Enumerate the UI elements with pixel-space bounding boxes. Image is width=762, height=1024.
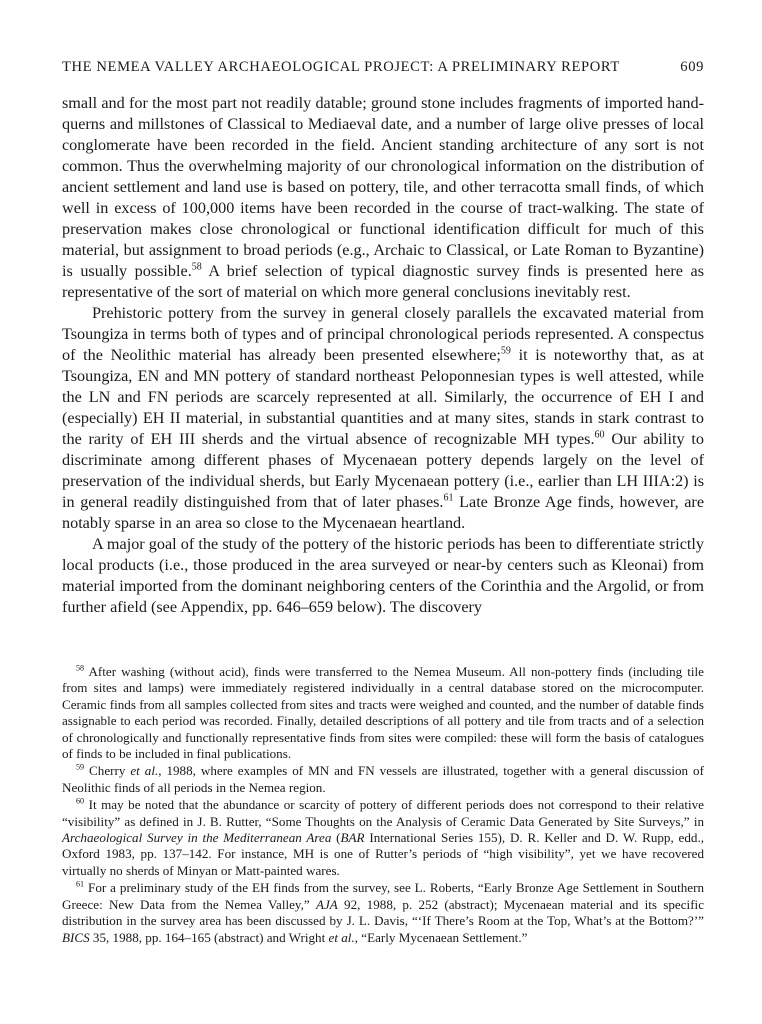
text-run: it is noteworthy that, as at Tsoungiza, EN and MN pottery of standard northeast Peloponnesian types is well attested, while the LN and FN periods are scarcely represented at all. Similarly, the occurrence of EH I and (especially) EH II material, in substantial quantities and at many sites, stands in stark contrast to the rarity of EH III sherds and the virtual absence of recognizable MH types. bbox=[62, 346, 704, 448]
note-marker: 58 bbox=[191, 261, 202, 273]
body-paragraph bbox=[62, 93, 704, 303]
text-run: Cherry bbox=[84, 763, 131, 779]
text-run: A major goal of the study of the pottery of the historic periods has been to differentiate strictly local products (i.e., those produced in the area surveyed or near-by centers such as Kleonai) from material imported from the dominant neighboring centers of the Corinthia and the Argolid, or from further afield (see Appendix, pp. 646–659 below). The discovery bbox=[62, 535, 704, 616]
italic-text: BICS bbox=[62, 929, 90, 945]
running-title: THE NEMEA VALLEY ARCHAEOLOGICAL PROJECT: A PRELIMINARY REPORT bbox=[62, 59, 620, 75]
text-run: Late Bronze Age finds, however, are notably sparse in an area so close to the Mycenaean heartland. bbox=[62, 493, 704, 532]
text-run: ( bbox=[331, 830, 341, 846]
footnote-58 bbox=[62, 664, 704, 762]
note-marker: 61 bbox=[443, 492, 454, 504]
note-marker: 58 bbox=[76, 663, 85, 673]
note-marker: 60 bbox=[594, 429, 605, 441]
italic-text: Archaeological Survey in the Mediterranean Area bbox=[62, 830, 332, 846]
text-run: For a preliminary study of the EH finds from the survey, see L. Roberts, “Early Bronze Age Settlement in Southern Greece: New Data from the Nemea Valley,” bbox=[62, 880, 704, 912]
note-marker: 60 bbox=[76, 796, 85, 806]
text-run: Prehistoric pottery from the survey in general closely parallels the excavated material from Tsoungiza in terms both of types and of principal chronological periods represented. A conspectus of the Neolithic material has already been presented elsewhere; bbox=[62, 304, 704, 364]
footnotes bbox=[62, 664, 704, 947]
footnote-59 bbox=[62, 763, 704, 796]
running-head bbox=[62, 58, 704, 76]
main-text bbox=[62, 93, 704, 618]
text-run: small and for the most part not readily datable; ground stone includes fragments of imported hand-querns and millstones of Classical to Mediaeval date, and a number of large olive presses of local conglomerate have been recorded in the field. Ancient standing architecture of any sort is not common. Thus the overwhelming majority of our chronological information on the distribution of ancient settlement and land use is based on pottery, tile, and other terracotta small finds, of which well in excess of 100,000 items have been recorded in the course of tract-walking. The state of preservation makes close chronological or functional identification difficult for much of this material, but assignment to broad periods (e.g., Archaic to Classical, or Late Roman to Byzantine) is usually possible. bbox=[62, 94, 704, 280]
text-run: International Series 155), D. R. Keller and D. W. Rupp, edd., Oxford 1983, pp. 137–142. For instance, MH is one of Rutter’s periods of “high visibility”, yet we have recovered virtually no sherds of Minyan or Matt-painted wares. bbox=[62, 830, 704, 878]
text-run: A brief selection of typical diagnostic survey finds is presented here as representative of the sort of material on which more general conclusions inevitably rest. bbox=[62, 262, 704, 301]
text-run: Our ability to discriminate among different phases of Mycenaean pottery depends largely on the level of preservation of the individual sherds, but Early Mycenaean pottery (i.e., earlier than LH IIIA:2) is in general readily distinguished from that of later phases. bbox=[62, 430, 704, 511]
italic-text: et al. bbox=[328, 929, 355, 945]
italic-text: et al. bbox=[130, 763, 159, 779]
text-run: 35, 1988, pp. 164–165 (abstract) and Wright bbox=[89, 929, 329, 945]
note-marker: 61 bbox=[76, 879, 85, 889]
footnote-60 bbox=[62, 797, 704, 879]
text-run: , 1988, where examples of MN and FN vessels are illustrated, together with a general discussion of Neolithic finds of all periods in the Nemea region. bbox=[62, 763, 704, 795]
footnote-61 bbox=[62, 880, 704, 946]
text-run: After washing (without acid), finds were transferred to the Nemea Museum. All non-pottery finds (including tile from sites and lamps) were immediately registered individually in a central database stored on the microcomputer. Ceramic finds from all samples collected from sites and tracts were weighed and counted, and the number of datable finds assignable to each period was recorded. Finally, detailed descriptions of all pottery and tile from tracts and of a selection of chronologically and functionally representative finds from sites were compiled: these will form the basis of catalogues of finds to be included in final publications. bbox=[62, 664, 704, 762]
note-marker: 59 bbox=[76, 763, 85, 773]
text-run: 92, 1988, p. 252 (abstract); Mycenaean material and its specific distribution in the survey area has been discussed by J. L. Davis, “‘If There’s Room at the Top, What’s at the Bottom?’” bbox=[62, 896, 705, 929]
page-number: 609 bbox=[680, 59, 704, 75]
italic-text: BAR bbox=[340, 830, 365, 846]
text-run: , “Early Mycenaean Settlement.” bbox=[354, 929, 528, 945]
text-run: It may be noted that the abundance or scarcity of pottery of different periods does not correspond to their relative “visibility” as defined in J. B. Rutter, “Some Thoughts on the Analysis of Ceramic Data Generated by Site Surveys,” in bbox=[62, 797, 704, 829]
italic-text: AJA bbox=[315, 896, 338, 912]
body-paragraph bbox=[62, 303, 704, 534]
body-paragraph bbox=[62, 534, 704, 618]
note-marker: 59 bbox=[500, 345, 511, 357]
